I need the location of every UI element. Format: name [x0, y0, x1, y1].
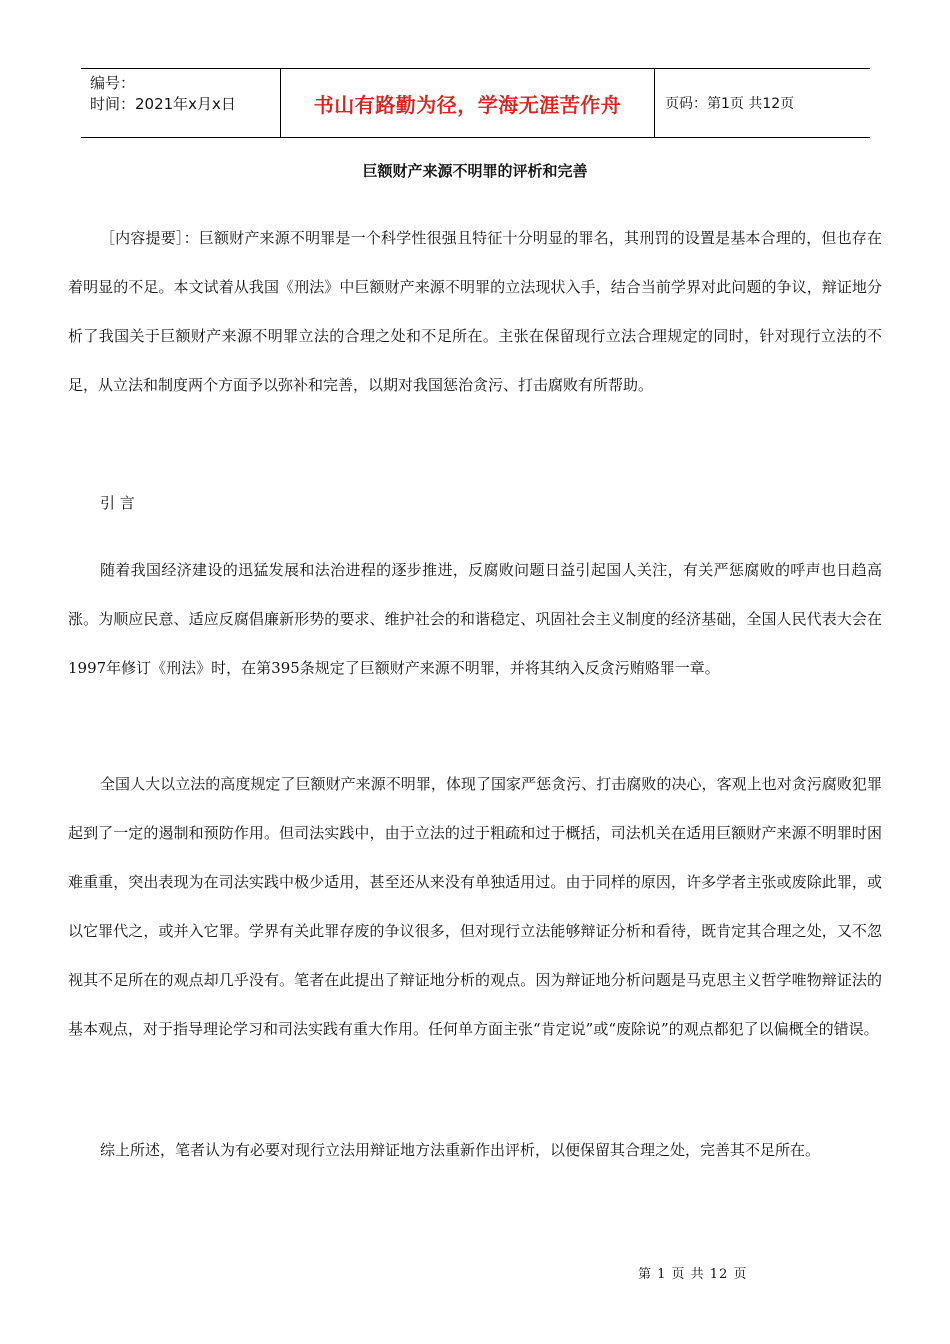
- number-label: 编号：: [90, 74, 136, 92]
- abstract-paragraph: ［内容提要］：巨额财产来源不明罪是一个科学性很强且特征十分明显的罪名，其刑罚的设置是基本合理的，但也存在着明显的不足。本文试着从我国《刑法》中巨额财产来源不明罪的立法现状入手，结合当前学界对此问题的争议，辩证地分析了我国关于巨额财产来源不明罪立法的合理之处和不足所在。主张在保留现行立法合理规定的同时，针对现行立法的不足，从立法和制度两个方面予以弥补和完善，以期对我国惩治贪污、打击腐败有所帮助。: [68, 229, 882, 394]
- section-heading-introduction: 引 言: [100, 494, 135, 512]
- document-header: [81, 68, 870, 138]
- body-paragraph-3: 综上所述，笔者认为有必要对现行立法用辩证地方法重新作出评析，以便保留其合理之处，完善其不足所在。: [100, 1141, 821, 1159]
- page-footer: 第 1 页 共 12 页: [638, 1267, 748, 1282]
- body-paragraph-2: 全国人大以立法的高度规定了巨额财产来源不明罪，体现了国家严惩贪污、打击腐败的决心，客观上也对贪污腐败犯罪起到了一定的遏制和预防作用。但司法实践中，由于立法的过于粗疏和过于概括，司法机关在适用巨额财产来源不明罪时困难重重，突出表现为在司法实践中极少适用，甚至还从来没有单独适用过。由于同样的原因，许多学者主张或废除此罪，或以它罪代之，或并入它罪。学界有关此罪存废的争议很多，但对现行立法能够辩证分析和看待，既肯定其合理之处，又不忽视其不足所在的观点却几乎没有。笔者在此提出了辩证地分析的观点。因为辩证地分析问题是马克思主义哲学唯物辩证法的基本观点，对于指导理论学习和司法实践有重大作用。任何单方面主张“肯定说”或“废除说”的观点都犯了以偏概全的错误。: [68, 775, 882, 1038]
- header-page-info: 页码：第1页 共12页: [665, 96, 795, 112]
- time-label: 时间：2021年x月x日: [90, 95, 236, 113]
- document-title: 巨额财产来源不明罪的评析和完善: [362, 162, 588, 180]
- body-paragraph-1: 随着我国经济建设的迅猛发展和法治进程的逐步推进，反腐败问题日益引起国人关注，有关严惩腐败的呼声也日趋高涨。为顺应民意、适应反腐倡廉新形势的要求、维护社会的和谐稳定、巩固社会主义制度的经济基础，全国人民代表大会在1997年修订《刑法》时，在第395条规定了巨额财产来源不明罪，并将其纳入反贪污贿赂罪一章。: [68, 561, 882, 677]
- header-motto: 书山有路勤为径，学海无涯苦作舟: [281, 69, 655, 137]
- header-meta: [81, 69, 281, 137]
